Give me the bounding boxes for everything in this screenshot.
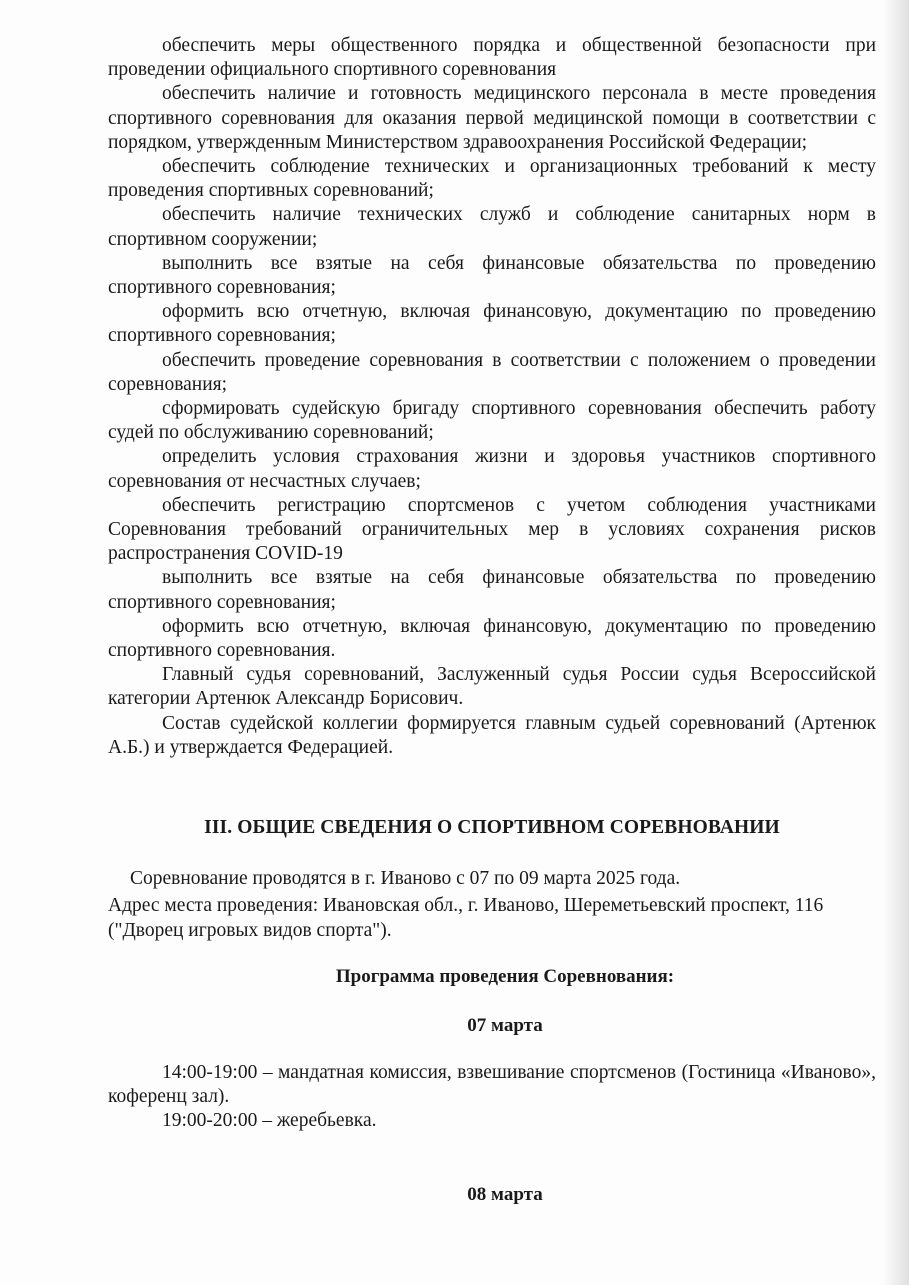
obligation-item: выполнить все взятые на себя финансовые обязательства по проведению спортивного соревнования; (108, 252, 876, 299)
obligation-item: обеспечить соблюдение технических и организационных требований к месту проведения спортивных соревнований; (108, 156, 876, 202)
obligation-item: обеспечить проведение соревнования в соответствии с положением о проведении соревнования; (108, 349, 876, 395)
section-heading: III. ОБЩИЕ СВЕДЕНИЯ О СПОРТИВНОМ СОРЕВНОВАНИИ (204, 817, 780, 838)
obligations-list (108, 34, 876, 760)
obligation-item: обеспечить меры общественного порядка и общественной безопасности при проведении официального спортивного соревнования (108, 35, 876, 81)
day-heading: 07 марта (467, 1015, 543, 1036)
scan-shadow-edge (883, 0, 909, 1285)
competition-dates: Соревнование проводятся в г. Иваново с 07 по 09 марта 2025 года. (130, 868, 681, 889)
obligation-item: обеспечить регистрацию спортсменов с учетом соблюдения участниками Соревнования требований ограничительных мер в условиях сохранения рисков распространения COVID-19 (108, 494, 876, 565)
obligation-item: определить условия страхования жизни и здоровья участников спортивного соревнования от несчастных случаев; (108, 446, 876, 492)
schedule-item: 14:00-19:00 – мандатная комиссия, взвешивание спортсменов (Гостиница «Иваново», коференц зал). (108, 1062, 876, 1108)
obligation-item: обеспечить наличие технических служб и соблюдение санитарных норм в спортивном сооружении; (108, 204, 876, 250)
obligation-item: оформить всю отчетную, включая финансовую, документацию по проведению спортивного соревнования; (108, 301, 876, 347)
venue-address: Адрес места проведения: Ивановская обл., г. Иваново, Шереметьевский проспект, 116 (108, 895, 824, 916)
venue-name: ("Дворец игровых видов спорта"). (108, 920, 392, 941)
obligation-item: оформить всю отчетную, включая финансовую, документацию по проведению спортивного соревнования. (108, 615, 876, 662)
judges-panel-paragraph: Состав судейской коллегии формируется главным судьей соревнований (Артенюк А.Б.) и утверждается Федерацией. (108, 712, 876, 758)
obligation-item: сформировать судейскую бригаду спортивного соревнования обеспечить работу судей по обслуживанию соревнований; (108, 398, 876, 444)
program-heading: Программа проведения Соревнования: (335, 966, 675, 987)
obligation-item: обеспечить наличие и готовность медицинского персонала в месте проведения спортивного соревнования для оказания первой медицинской помощи в соответствии с порядком, утвержденным Министерством здравоохранения Российской Федерации; (108, 83, 876, 153)
obligation-item: выполнить все взятые на себя финансовые обязательства по проведению спортивного соревнования; (108, 567, 876, 613)
day-schedule (108, 1061, 876, 1134)
schedule-item: 19:00-20:00 – жеребьевка. (162, 1110, 377, 1132)
chief-judge-paragraph: Главный судья соревнований, Заслуженный судья России судья Всероссийской категории Артенюк Александр Борисович. (108, 664, 876, 710)
day-heading: 08 марта (467, 1184, 543, 1205)
